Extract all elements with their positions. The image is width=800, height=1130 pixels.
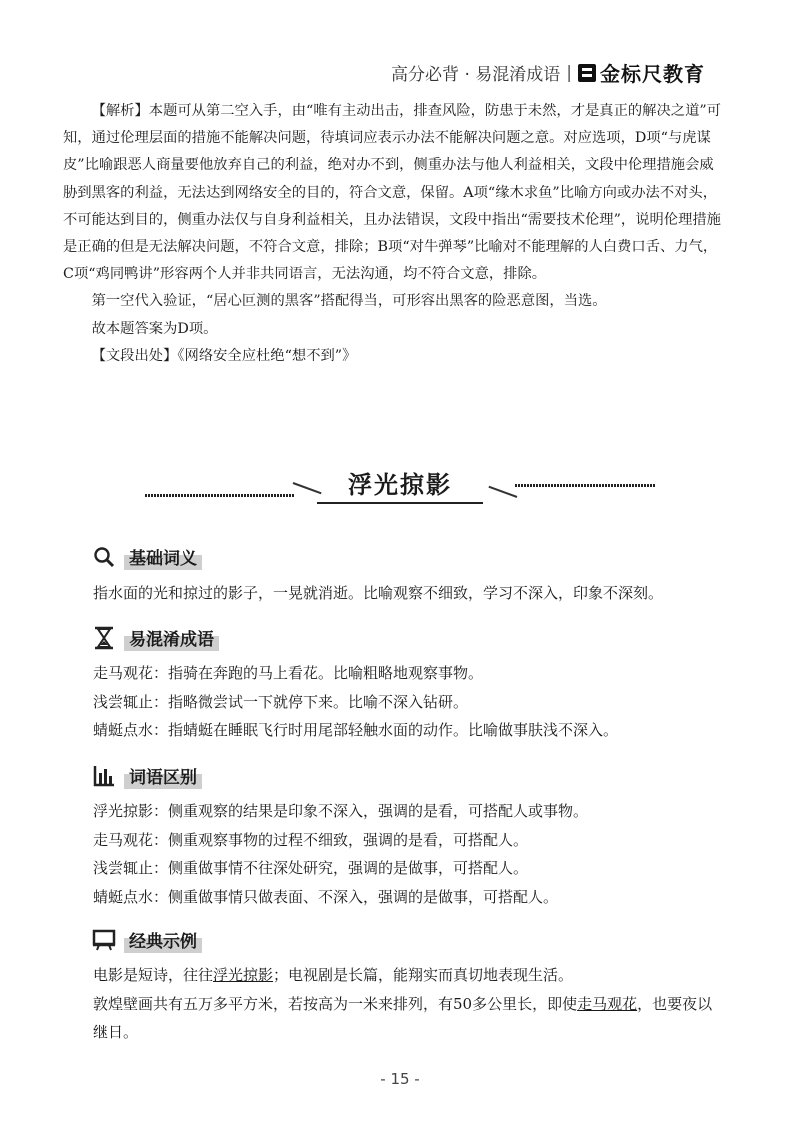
brand-name: 金标尺教育	[600, 62, 705, 86]
list-item: 蜻蜓点水：侧重做事情只做表面、不深入，强调的是做事，可搭配人。	[93, 887, 559, 906]
list-item: 蜻蜓点水：指蜻蜓在睡眠飞行时用尾部轻触水面的动作。比喻做事肤浅不深入。	[93, 721, 619, 740]
bar-chart-icon	[92, 764, 116, 788]
title-rule-slant-right	[488, 486, 517, 498]
section-confusing-label: 易混淆成语	[124, 624, 219, 651]
title-rule-right	[515, 484, 655, 487]
brand-logo-icon	[578, 64, 596, 82]
hourglass-icon	[92, 626, 116, 650]
example-sentence	[93, 990, 713, 1047]
list-item: 走马观花：侧重观察事物的过程不细致，强调的是看，可搭配人。	[93, 830, 529, 849]
section-confusing-body	[93, 659, 713, 745]
section-basic-body	[93, 579, 713, 608]
section-examples-label: 经典示例	[124, 926, 202, 953]
example-text: 敦煌壁画共有五万多平方米，若按高为一米来排列，有50多公里长，即使	[93, 994, 578, 1013]
idiom-title: 浮光掠影	[317, 462, 483, 504]
brand	[578, 58, 705, 87]
list-item: 浮光掠影：侧重观察的结果是印象不深入，强调的是看，可搭配人或事物。	[93, 802, 589, 820]
idiom-title-banner	[145, 462, 655, 522]
list-item: 浅尝辄止：指略微尝试一下就停下来。比喻不深入钻研。	[93, 692, 469, 711]
section-basic-label: 基础词义	[124, 543, 202, 570]
example-text: ；电视剧是长篇，能翔实而真切地表现生活。	[273, 966, 574, 984]
analysis-paragraph: 第一空代入验证，“居心叵测的黑客”搭配得当，可形容出黑客的险恶意图，当选。	[91, 293, 607, 310]
basic-meaning-text: 指水面的光和掠过的影子，一晃就消逝。比喻观察不细致，学习不深入，印象不深刻。	[93, 584, 664, 602]
magnifier-icon	[92, 545, 116, 569]
analysis-paragraph: 【解析】本题可从第二空入手，由“唯有主动出击，排查风险，防患于未然，才是真正的解决之道”可知，通过伦理层面的措施不能解决问题，待填词应表示办法不能解决问题之意。对应选项，D项“与虎谋皮”比喻跟恶人商量要他放弃自己的利益，绝对办不到，侧重办法与他人利益相关，文段中伦理措施会威胁到黑客的利益，无法达到网络安全的目的，符合文意，保留。A项“缘木求鱼”比喻方向或办法不对头，不可能达到目的，侧重办法仅与自身利益相关，且办法错误，文段中指出“需要技术伦理”，说明伦理措施是正确的但是无法解决问题，不符合文意，排除；B项“对牛弹琴”比喻对不能理解的人白费口舌、力气，C项“鸡同鸭讲”形容两个人并非共同语言，无法沟通，均不符合文意，排除。	[63, 103, 721, 283]
header-separator: |	[566, 62, 572, 83]
example-text: 电影是短诗，往往	[93, 966, 214, 984]
page-number: - 15 -	[380, 1070, 420, 1088]
list-item: 浅尝辄止：侧重做事情不往深处研究，强调的是做事，可搭配人。	[93, 859, 529, 878]
page-header	[391, 58, 705, 87]
example-text: ，也要夜以继日。	[93, 994, 713, 1042]
analysis-source: 【文段出处】《网络安全应杜绝“想不到”》	[91, 347, 357, 364]
header-subtitle: 高分必背 · 易混淆成语	[391, 65, 561, 85]
example-idiom: 走马观花	[577, 994, 638, 1013]
list-item: 走马观花：指骑在奔跑的马上看花。比喻粗略地观察事物。	[93, 664, 484, 682]
blackboard-icon	[92, 928, 116, 952]
analysis-answer: 故本题答案为D项。	[91, 320, 218, 337]
section-examples-body	[93, 961, 713, 1047]
example-idiom: 浮光掠影	[213, 966, 274, 984]
section-confusing-heading	[92, 624, 219, 651]
section-difference-heading	[92, 762, 202, 789]
example-sentence	[93, 961, 713, 990]
section-difference-body	[93, 797, 713, 911]
section-basic-heading	[92, 543, 202, 570]
section-examples-heading	[92, 926, 202, 953]
section-difference-label: 词语区别	[124, 762, 202, 789]
title-rule-left	[145, 494, 295, 497]
analysis-block	[63, 98, 723, 370]
